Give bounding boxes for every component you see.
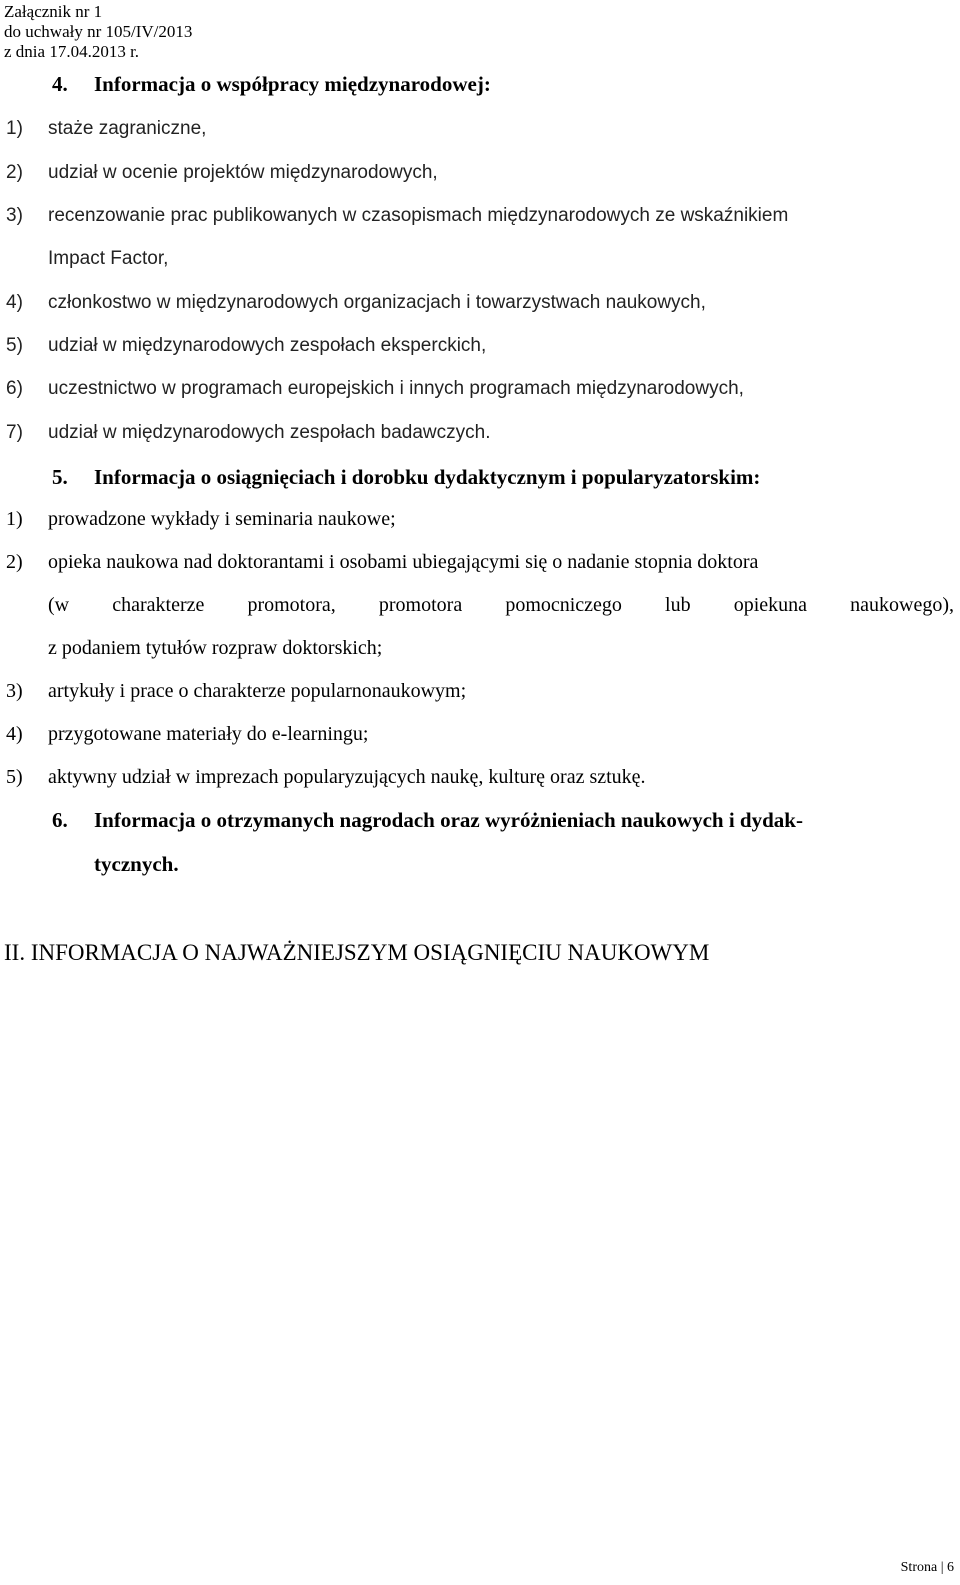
- attachment-note: [4, 2, 192, 62]
- list-item: [6, 422, 491, 444]
- list-item-number: 5): [6, 335, 23, 356]
- page-number: Strona | 6: [900, 1560, 954, 1575]
- list-item-text: aktywny udział w imprezach popularyzujących naukę, kulturę oraz sztukę.: [48, 766, 646, 788]
- list-item: [6, 205, 788, 227]
- section-4-number: 4.: [52, 72, 68, 96]
- list-item-number: 4): [6, 723, 23, 745]
- word: lub: [665, 594, 691, 616]
- list-item: [6, 508, 396, 531]
- list-item-number: 2): [6, 162, 23, 183]
- list-item-text: udział w międzynarodowych zespołach eksperckich,: [48, 335, 487, 356]
- section-6-heading: [52, 808, 803, 833]
- attachment-note-line-2: do uchwały nr 105/IV/2013: [4, 22, 193, 41]
- word: naukowego),: [850, 594, 954, 616]
- list-item-number: 4): [6, 292, 23, 313]
- attachment-note-line-1: Załącznik nr 1: [4, 2, 103, 21]
- list-item-text: udział w ocenie projektów międzynarodowych,: [48, 162, 438, 183]
- section-6-title: Informacja o otrzymanych nagrodach oraz wyróżnieniach naukowych i dydak-: [94, 808, 803, 832]
- list-item: [6, 766, 646, 789]
- list-item-continuation: [48, 594, 954, 617]
- list-item-text: recenzowanie prac publikowanych w czasopismach międzynarodowych ze wskaźnikiem: [48, 205, 789, 226]
- list-item-text: członkostwo w międzynarodowych organizacjach i towarzystwach naukowych,: [48, 292, 706, 313]
- section-5-number: 5.: [52, 465, 68, 489]
- list-item-number: 5): [6, 766, 23, 788]
- list-item-text: przygotowane materiały do e-learningu;: [48, 723, 369, 745]
- word: charakterze: [112, 594, 205, 616]
- list-item: [6, 680, 466, 703]
- list-item: [6, 335, 486, 357]
- list-item-text: udział w międzynarodowych zespołach badawczych.: [48, 422, 491, 443]
- part-2-heading: II. INFORMACJA O NAJWAŻNIEJSZYM OSIĄGNIĘCIU NAUKOWYM: [4, 940, 710, 965]
- list-item-continuation: z podaniem tytułów rozpraw doktorskich;: [48, 637, 383, 659]
- justified-line: [48, 594, 954, 617]
- section-4-title: Informacja o współpracy międzynarodowej:: [94, 72, 491, 96]
- list-item-text: opieka naukowa nad doktorantami i osobami ubiegającymi się o nadanie stopnia doktora: [48, 551, 759, 573]
- list-item-number: 7): [6, 422, 23, 443]
- list-item: [6, 162, 438, 184]
- list-item-text: uczestnictwo w programach europejskich i innych programach międzynarodowych,: [48, 378, 744, 399]
- list-item: [6, 118, 206, 140]
- section-6-title-continuation: tycznych.: [94, 852, 179, 876]
- section-4-heading: [52, 72, 491, 97]
- list-item: [6, 292, 706, 314]
- section-6-number: 6.: [52, 808, 68, 832]
- list-item: [6, 378, 744, 400]
- list-item: [6, 551, 758, 574]
- word: pomocniczego: [505, 594, 622, 616]
- list-item-text: prowadzone wykłady i seminaria naukowe;: [48, 508, 396, 530]
- section-5-title: Informacja o osiągnięciach i dorobku dydaktycznym i popularyzatorskim:: [94, 465, 761, 489]
- list-item-number: 1): [6, 118, 23, 139]
- list-item-number: 6): [6, 378, 23, 399]
- word: (w: [48, 594, 70, 616]
- word: promotora: [378, 594, 463, 616]
- list-item-number: 2): [6, 551, 23, 573]
- word: promotora,: [247, 594, 336, 616]
- attachment-note-line-3: z dnia 17.04.2013 r.: [4, 42, 140, 61]
- list-item-number: 3): [6, 205, 23, 226]
- list-item: [6, 723, 368, 746]
- list-item-text: artykuły i prace o charakterze popularnonaukowym;: [48, 680, 467, 702]
- list-item-number: 3): [6, 680, 23, 702]
- list-item-text: staże zagraniczne,: [48, 118, 207, 139]
- list-item-number: 1): [6, 508, 23, 530]
- section-5-heading: [52, 465, 760, 490]
- word: opiekuna: [733, 594, 808, 616]
- list-item-continuation: Impact Factor,: [48, 248, 169, 269]
